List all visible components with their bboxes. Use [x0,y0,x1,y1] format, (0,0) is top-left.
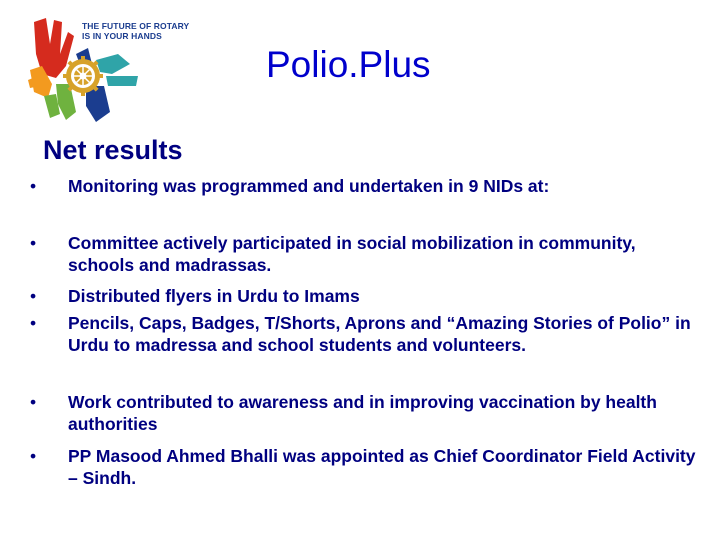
bullet-text: PP Masood Ahmed Bhalli was appointed as Chief Coordinator Field Activity – Sindh. [68,446,696,488]
logo-tagline-line2: IS IN YOUR HANDS [82,31,162,41]
list-item [30,445,698,489]
list-item [30,391,698,435]
bullet-text: Committee actively participated in social mobilization in community, schools and madrassas. [68,233,636,275]
list-item [30,232,698,276]
bullet-icon: • [30,233,37,253]
rotary-hands-logo [26,14,196,124]
bullet-icon: • [30,392,37,412]
logo-tagline-line1: THE FUTURE OF ROTARY [82,21,190,31]
bullet-text: Pencils, Caps, Badges, T/Shorts, Aprons and “Amazing Stories of Polio” in Urdu to madressa and school students and volunteers. [68,313,691,355]
bullet-icon: • [30,313,37,333]
bullet-icon: • [30,286,37,306]
list-item [30,312,698,356]
list-item [30,175,698,197]
list-item [30,285,698,307]
slide-subtitle: Net results [43,135,183,165]
bullet-text: Work contributed to awareness and in improving vaccination by health authorities [68,392,657,434]
bullet-text: Monitoring was programmed and undertaken in 9 NIDs at: [68,176,550,196]
bullet-icon: • [30,446,37,466]
bullet-text: Distributed flyers in Urdu to Imams [68,286,360,306]
bullet-icon: • [30,176,37,196]
slide-title: Polio.Plus [266,44,431,85]
